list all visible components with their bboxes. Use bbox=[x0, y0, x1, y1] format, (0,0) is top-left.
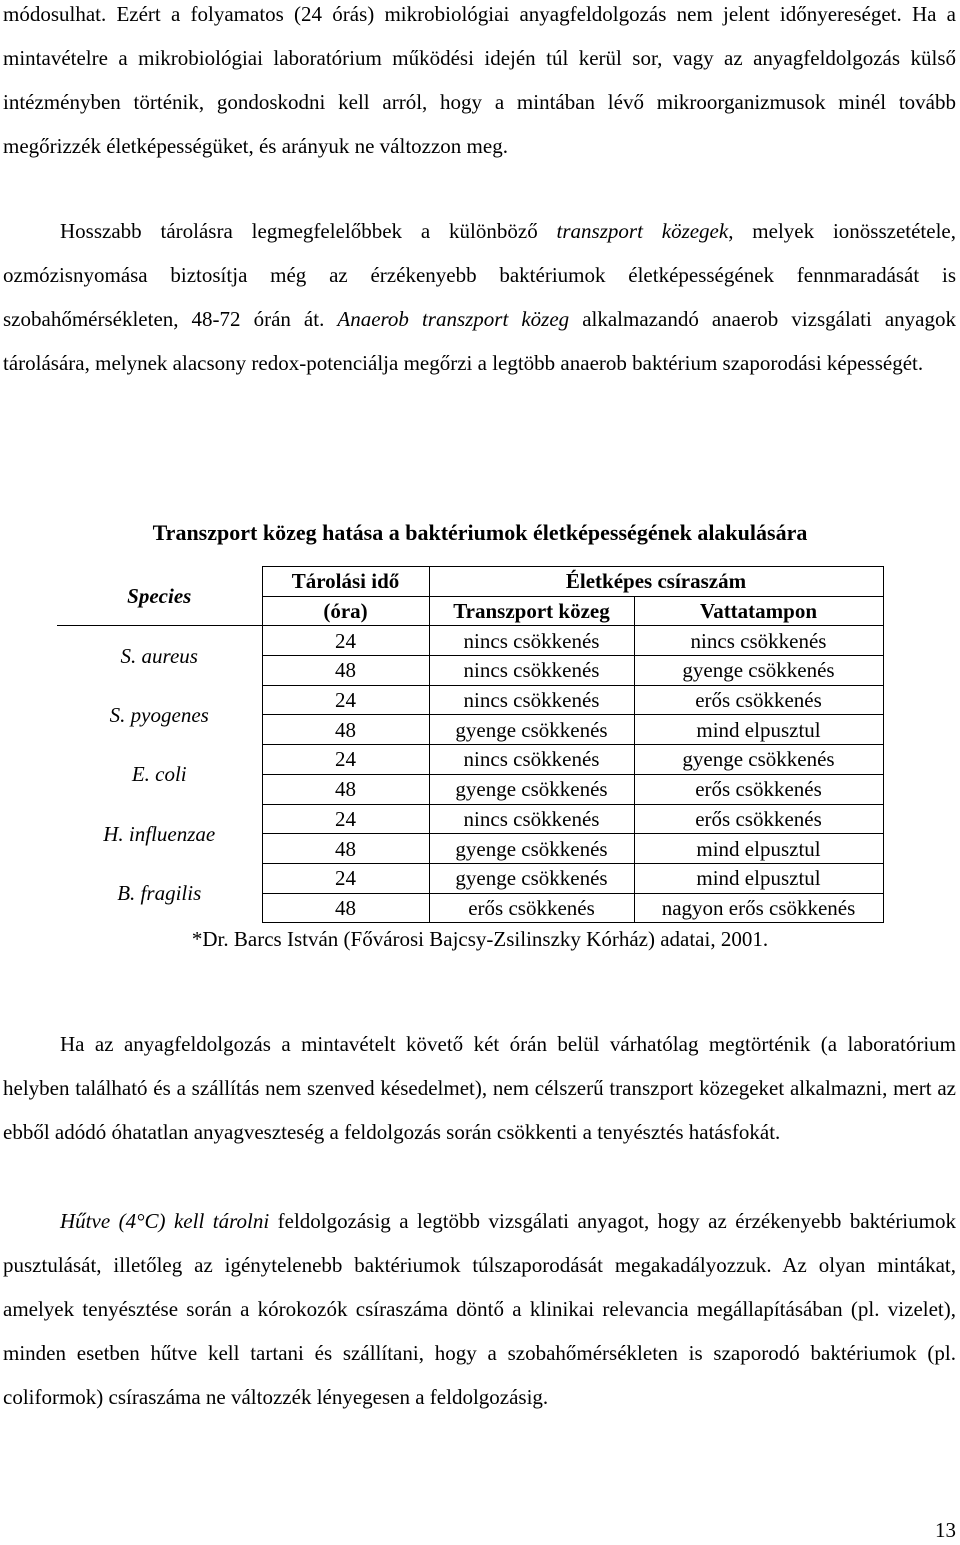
table-body bbox=[57, 567, 883, 923]
page-number: 13 bbox=[935, 1518, 956, 1542]
table-row bbox=[57, 804, 883, 834]
header-time-line1: Tárolási idő bbox=[262, 567, 429, 597]
time-cell: 48 bbox=[262, 715, 429, 745]
transport-cell: erős csökkenés bbox=[429, 893, 634, 923]
transport-cell: nincs csökkenés bbox=[429, 745, 634, 775]
transport-cell: nincs csökkenés bbox=[429, 656, 634, 686]
transport-cell: nincs csökkenés bbox=[429, 685, 634, 715]
time-cell: 48 bbox=[262, 774, 429, 804]
paragraph-1-text: módosulhat. Ezért a folyamatos (24 órás) mikrobiológiai anyagfeldolgozás nem jelent időnyereséget. Ha a mintavételre a mikrobiológiai laboratórium működési idején túl kerül sor, vagy az anyagfeldolgozás külső intézményben történik, gondoskodni kell arról, hogy a mintában lévő mikroorganizmusok minél tovább megőrizzék életképességüket, és arányuk ne változzon meg. bbox=[3, 2, 956, 158]
time-cell: 48 bbox=[262, 834, 429, 864]
time-cell: 24 bbox=[262, 685, 429, 715]
swab-cell: erős csökkenés bbox=[634, 685, 883, 715]
paragraph-1 bbox=[3, 0, 956, 168]
time-cell: 24 bbox=[262, 745, 429, 775]
species-cell: S. pyogenes bbox=[57, 685, 262, 744]
table-header-row bbox=[57, 567, 883, 597]
paragraph-2-part-5: alkalmazandó anaerob vizsgálati anyagok tárolására, melynek alacsony redox-potenciálja megőrzi a legtöbb anaerob baktérium szaporodási képességét. bbox=[3, 307, 956, 375]
paragraph-2-part-1: Hosszabb tárolásra legmegfelelőbbek a különböző bbox=[60, 219, 557, 243]
paragraph-4-text: feldolgozásig a legtöbb vizsgálati anyagot, hogy az érzékenyebb baktériumok pusztulását, illetőleg az igénytelenebb baktériumok túlszaporodását megakadályozzuk. Az olyan mintákat, amelyek tenyésztése során a kórokozók csíraszáma döntő a klinikai relevancia megállapításában (pl. vizelet), minden esetben hűtve kell tartani és szállítani, hogy a szobahőmérsékleten is szaporodó baktériumok (pl. coliformok) csíraszáma ne változzék lényegesen a feldolgozásig. bbox=[3, 1209, 956, 1409]
swab-cell: gyenge csökkenés bbox=[634, 745, 883, 775]
paragraph-3-text: Ha az anyagfeldolgozás a mintavételt követő két órán belül várhatólag megtörténik (a laboratórium helyben található és a szállítás nem szenved késedelmet), nem célszerű transzport közegeket alkalmazni, mert az ebből adódó óhatatlan anyagveszteség a feldolgozás során csökkenti a tenyésztés hatásfokát. bbox=[3, 1032, 956, 1144]
species-cell: E. coli bbox=[57, 745, 262, 804]
swab-cell: nincs csökkenés bbox=[634, 626, 883, 656]
swab-cell: mind elpusztul bbox=[634, 715, 883, 745]
time-cell: 48 bbox=[262, 656, 429, 686]
table-row bbox=[57, 745, 883, 775]
transport-cell: gyenge csökkenés bbox=[429, 715, 634, 745]
table-row bbox=[57, 626, 883, 656]
transport-cell: gyenge csökkenés bbox=[429, 863, 634, 893]
swab-cell: nagyon erős csökkenés bbox=[634, 893, 883, 923]
header-transport: Transzport közeg bbox=[429, 596, 634, 626]
paragraph-2-term-transport: transzport közegek bbox=[556, 219, 729, 243]
transport-cell: gyenge csökkenés bbox=[429, 774, 634, 804]
species-cell: H. influenzae bbox=[57, 804, 262, 863]
table-row bbox=[57, 685, 883, 715]
paragraph-2 bbox=[3, 209, 956, 385]
transport-cell: gyenge csökkenés bbox=[429, 834, 634, 864]
table-title: Transzport közeg hatása a baktériumok életképességének alakulására bbox=[152, 520, 808, 545]
paragraph-4-term-cooling: Hűtve (4°C) kell tárolni bbox=[60, 1209, 270, 1233]
time-cell: 24 bbox=[262, 804, 429, 834]
data-table bbox=[57, 566, 884, 923]
paragraph-4 bbox=[3, 1199, 956, 1419]
table-footnote: *Dr. Barcs István (Fővárosi Bajcsy-Zsilinszky Kórház) adatai, 2001. bbox=[191, 927, 769, 951]
paragraph-3 bbox=[3, 1022, 956, 1154]
species-cell: B. fragilis bbox=[57, 863, 262, 922]
time-cell: 24 bbox=[262, 626, 429, 656]
transport-cell: nincs csökkenés bbox=[429, 804, 634, 834]
swab-cell: erős csökkenés bbox=[634, 774, 883, 804]
swab-cell: mind elpusztul bbox=[634, 863, 883, 893]
species-cell: S. aureus bbox=[57, 626, 262, 685]
swab-cell: erős csökkenés bbox=[634, 804, 883, 834]
header-swab: Vattatampon bbox=[634, 596, 883, 626]
transport-cell: nincs csökkenés bbox=[429, 626, 634, 656]
table-row bbox=[57, 863, 883, 893]
paragraph-2-part-3: , melyek ionösszetétele, ozmózisnyomása biztosítja még az érzékenyebb baktériumok életképességének fennmaradását is szobahőmérsékleten, 48-72 órán át. bbox=[3, 219, 956, 331]
header-species: Species bbox=[57, 567, 262, 626]
time-cell: 24 bbox=[262, 863, 429, 893]
swab-cell: gyenge csökkenés bbox=[634, 656, 883, 686]
time-cell: 48 bbox=[262, 893, 429, 923]
paragraph-2-term-anaerob: Anaerob transzport közeg bbox=[337, 307, 570, 331]
header-time-line2: (óra) bbox=[262, 596, 429, 626]
header-group: Életképes csíraszám bbox=[429, 567, 883, 597]
swab-cell: mind elpusztul bbox=[634, 834, 883, 864]
